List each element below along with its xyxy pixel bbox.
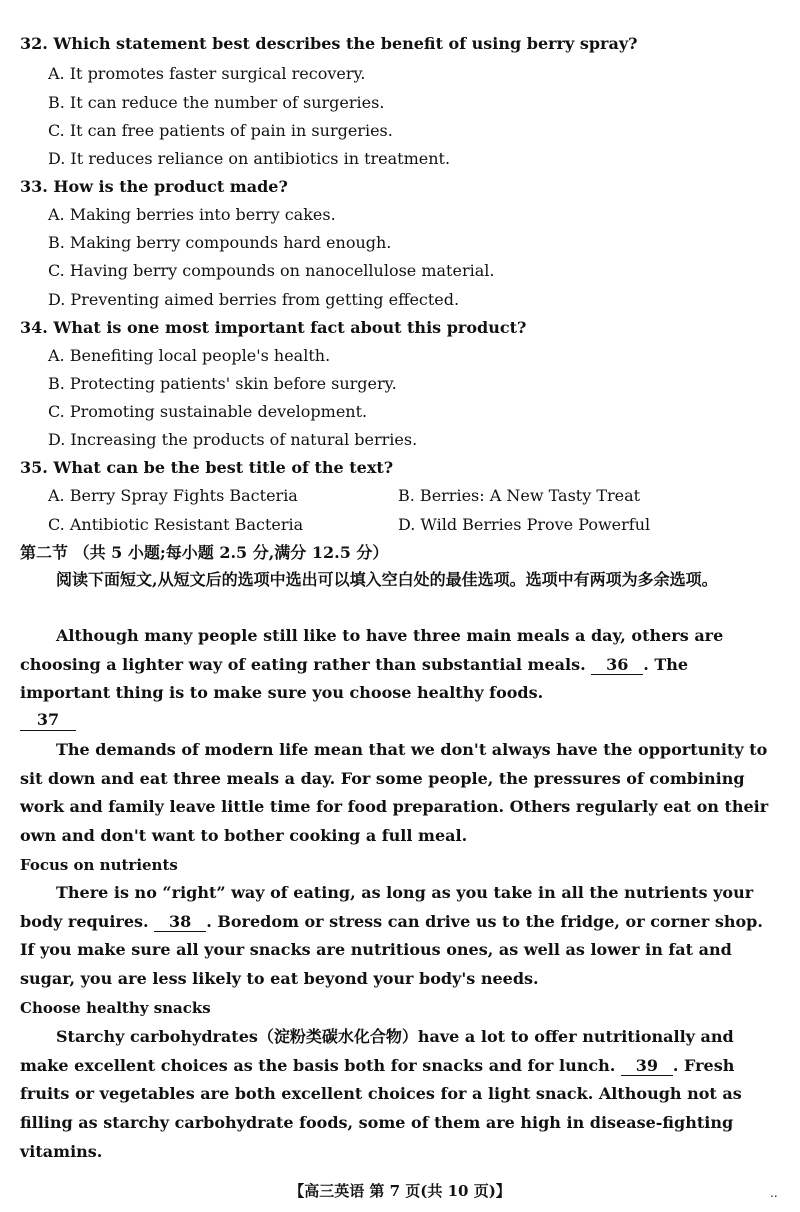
- blank-38[interactable]: 38: [154, 913, 206, 932]
- p3-text-a: There is no “right” way of eating, as long as you take in all the nutrients your body requires.: [20, 883, 754, 931]
- p2-text: The demands of modern life mean that we don't always have the opportunity to sit down and eat three meals a day. For some people, the pressures of combining work and family leave little time for food preparation. Others regularly eat on their own and don't want to bother cooking a full meal.: [20, 740, 769, 846]
- blank-36[interactable]: 36: [591, 656, 643, 675]
- question-35-option-c: C. Antibiotic Resistant Bacteria: [48, 515, 304, 534]
- subheading-choose-healthy-snacks: Choose healthy snacks: [20, 999, 211, 1017]
- question-34-option-d: D. Increasing the products of natural berries.: [48, 430, 418, 449]
- question-35-option-a: A. Berry Spray Fights Bacteria: [48, 486, 298, 505]
- question-32-option-b: B. It can reduce the number of surgeries.: [48, 93, 385, 112]
- p1-text-b: . The important thing is to make sure you choose healthy foods.: [20, 654, 689, 703]
- blank-39[interactable]: 39: [621, 1057, 673, 1076]
- question-32-option-a: A. It promotes faster surgical recovery.: [48, 64, 366, 83]
- question-33-option-a: A. Making berries into berry cakes.: [48, 205, 336, 224]
- question-32-option-d: D. It reduces reliance on antibiotics in treatment.: [48, 149, 451, 168]
- question-33-option-d: D. Preventing aimed berries from getting effected.: [48, 290, 460, 309]
- passage-paragraph-3: [20, 879, 782, 994]
- subheading-focus-on-nutrients: Focus on nutrients: [20, 856, 178, 874]
- page-footer: 【高三英语 第 7 页(共 10 页)】: [289, 1182, 511, 1200]
- question-34-stem: 34. What is one most important fact about this product?: [20, 318, 527, 337]
- question-32-stem: 32. Which statement best describes the benefit of using berry spray?: [20, 34, 638, 53]
- passage-paragraph-1: [20, 622, 782, 708]
- question-34-option-b: B. Protecting patients' skin before surgery.: [48, 374, 397, 393]
- p4-text-a: Starchy carbohydrates（淀粉类碳水化合物）have a lot to offer nutritionally and make excellent choices as the basis both for snacks and for lunch.: [20, 1027, 734, 1075]
- p3-text-b: . Boredom or stress can drive us to the fridge, or corner shop. If you make sure all your snacks are nutritious ones, as well as lower in fat and sugar, you are less likely to eat beyond your body's needs.: [20, 911, 763, 989]
- section-instruction: [20, 566, 782, 594]
- p4-text-b: . Fresh fruits or vegetables are both excellent choices for a light snack. Although not as filling as starchy carbohydrate foods, some of them are high in disease-fighting vitamins.: [20, 1055, 742, 1161]
- question-32-option-c: C. It can free patients of pain in surgeries.: [48, 121, 393, 140]
- question-33-option-c: C. Having berry compounds on nanocellulose material.: [48, 261, 495, 280]
- question-35-option-b: B. Berries: A New Tasty Treat: [398, 486, 641, 505]
- question-33-option-b: B. Making berry compounds hard enough.: [48, 233, 392, 252]
- question-33-stem: 33. How is the product made?: [20, 177, 288, 196]
- question-34-option-a: A. Benefiting local people's health.: [48, 346, 331, 365]
- question-35-option-d: D. Wild Berries Prove Powerful: [398, 515, 651, 534]
- p1-text-a: Although many people still like to have three main meals a day, others are choosing a lighter way of eating rather than substantial meals.: [20, 626, 724, 674]
- passage-paragraph-4: [20, 1023, 782, 1167]
- instruction-text: 阅读下面短文,从短文后的选项中选出可以填入空白处的最佳选项。选项中有两项为多余选项。: [56, 570, 718, 589]
- question-35-stem: 35. What can be the best title of the text?: [20, 458, 394, 477]
- blank-37[interactable]: 37: [20, 710, 76, 731]
- footer-mark: ..: [770, 1186, 778, 1200]
- section-heading: 第二节 （共 5 小题;每小题 2.5 分,满分 12.5 分）: [20, 543, 389, 562]
- passage-paragraph-2: [20, 736, 782, 851]
- question-34-option-c: C. Promoting sustainable development.: [48, 402, 368, 421]
